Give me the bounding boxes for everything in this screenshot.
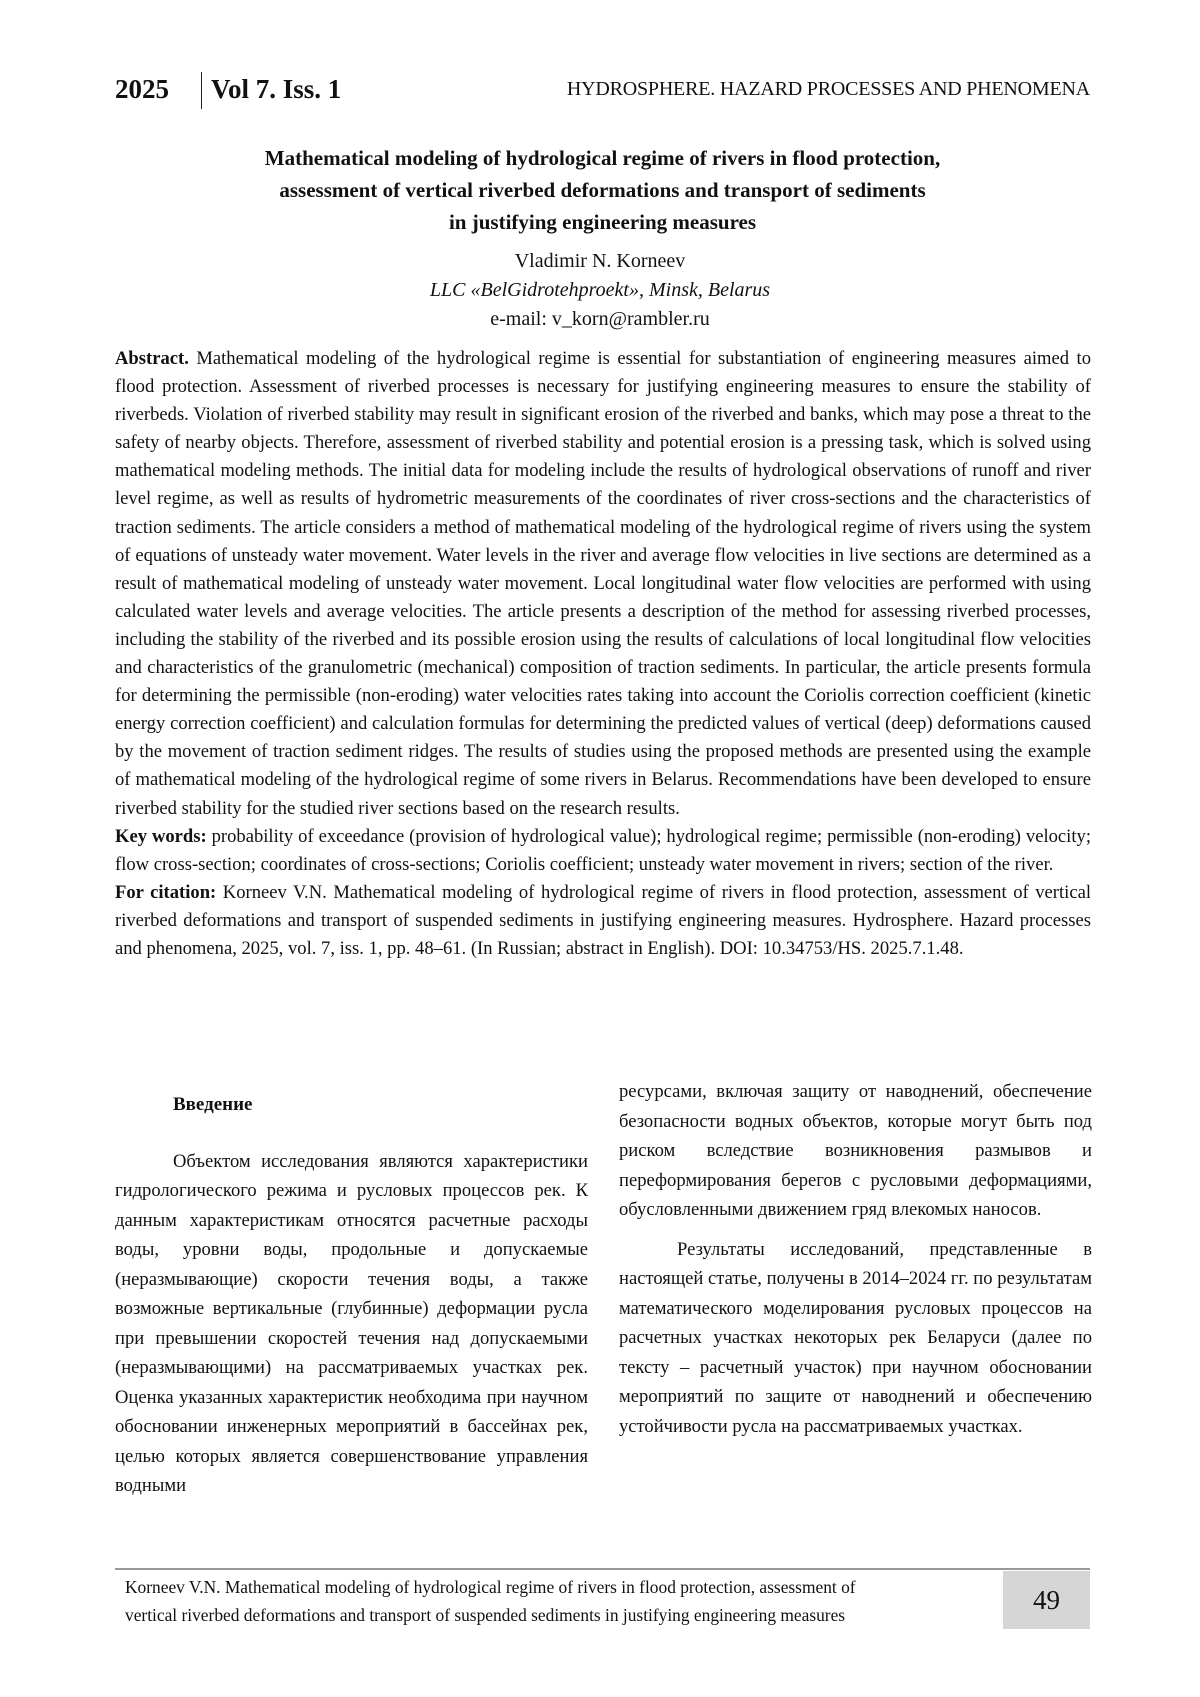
section-heading: Введение: [173, 1094, 253, 1115]
intro-paragraph-continued: ресурсами, включая защиту от наводнений, обеспечение безопасности водных объектов, которые могут быть под риском вследствие возникновения размывов и переформирования берегов с русловыми деформациями, обусловленными движением гряд влекомых наносов.: [619, 1081, 1092, 1220]
citation-label: For citation:: [115, 881, 217, 903]
article-title: [115, 142, 1090, 238]
running-header: [115, 72, 1090, 106]
title-line: assessment of vertical riverbed deformations and transport of sediments: [279, 178, 926, 202]
citation: [115, 879, 1091, 963]
abstract: [115, 345, 1091, 823]
abstract-text: Mathematical modeling of the hydrological regime is essential for substantiation of engineering measures aimed to flood protection. Assessment of riverbed processes is necessary for justifying engineering measures to ensure the stability of riverbeds. Violation of riverbed stability may result in significant erosion of the riverbed and banks, which may pose a threat to the safety of nearby objects. Therefore, assessment of riverbed stability and potential erosion is a pressing task, which is solved using mathematical modeling methods. The initial data for modeling include the results of hydrological observations of runoff and river level regime, as well as results of hydrometric measurements of the coordinates of river cross-sections and the characteristics of traction sediments. The article considers a method of mathematical modeling of the hydrological regime of rivers using the system of equations of unsteady water movement. Water levels in the river and average flow velocities in live sections are determined as a result of mathematical modeling of unsteady water movement. Local longitudinal water flow velocities are performed with using calculated water levels and average velocities. The article presents a description of the method for assessing riverbed processes, including the stability of the riverbed and its possible erosion using the results of calculations of local longitudinal flow velocities and characteristics of the granulometric (mechanical) composition of traction sediments. In particular, the article presents formula for determining the permissible (non-eroding) water velocities rates taking into account the Coriolis correction coefficient (kinetic energy correction coefficient) and calculation formulas for determining the predicted values of vertical (deep) deformations caused by the movement of traction sediment ridges. The results of studies using the proposed methods are presented using the example of mathematical modeling of the hydrological regime of some rivers in Belarus. Recommendations have been developed to ensure riverbed stability for the studied river sections based on the research results.: [115, 348, 1091, 819]
abstract-label: Abstract.: [115, 348, 189, 369]
intro-left-column: [115, 1081, 588, 1501]
title-line: Mathematical modeling of hydrological regime of rivers in flood protection,: [264, 146, 941, 170]
intro-right-column: [619, 1077, 1092, 1441]
footer-divider: [115, 1568, 1090, 1570]
journal-year: 2025: [115, 74, 169, 104]
footer-line: Korneev V.N. Mathematical modeling of hydrological regime of rivers in flood protection, assessment of: [125, 1577, 856, 1597]
keywords-text: probability of exceedance (provision of hydrological value); hydrological regime; permissible (non-eroding) velocity; flow cross-section; coordinates of cross-sections; Coriolis coefficient; unsteady water movement in rivers; section of the river.: [115, 825, 1091, 875]
title-line: in justifying engineering measures: [448, 210, 757, 234]
citation-text: Korneev V.N. Mathematical modeling of hydrological regime of rivers in flood protection, assessment of vertical riverbed deformations and transport of suspended sediments in justifying engineering measures. Hydrosphere. Hazard processes and phenomena, 2025, vol. 7, iss. 1, pp. 48–61. (In Russian; abstract in English). DOI: 10.34753/HS. 2025.7.1.48.: [115, 881, 1091, 959]
footer-line: vertical riverbed deformations and transport of suspended sediments in justifying engineering measures: [125, 1605, 846, 1625]
header-divider: [201, 72, 202, 109]
journal-volume: Vol 7. Iss. 1: [211, 74, 342, 104]
keywords-label: Key words:: [115, 825, 207, 847]
page-number: 49: [1003, 1571, 1090, 1629]
author-email: e-mail: v_korn@rambler.ru: [490, 308, 710, 330]
keywords: [115, 823, 1091, 879]
intro-paragraph: Результаты исследований, представленные в настоящей статье, получены в 2014–2024 гг. по результатам математического моделирования русловых процессов на расчетных участках некоторых рек Беларуси (далее по тексту – расчетный участок) при научном обосновании мероприятий по защите от наводнений и обеспечению устойчивости русла на рассматриваемых участках.: [619, 1238, 1092, 1437]
intro-paragraph: Объектом исследования являются характеристики гидрологического режима и русловых процессов рек. К данным характеристикам относятся расчетные расходы воды, уровни воды, продольные и допускаемые (неразмывающие) скорости течения воды, а также возможные вертикальные (глубинные) деформации русла при превышении скоростей течения над допускаемыми (неразмывающими) на рассматриваемых участках рек. Оценка указанных характеристик необходима при научном обосновании инженерных мероприятий в бассейнах рек, целью которых является совершенствование управления водными: [115, 1150, 588, 1496]
front-matter: [115, 345, 1091, 963]
author-name: Vladimir N. Korneev: [514, 250, 686, 272]
journal-section: HYDROSPHERE. HAZARD PROCESSES AND PHENOMENA: [566, 78, 1090, 100]
footer-citation: [125, 1573, 1000, 1629]
author-affiliation: LLC «BelGidrotehproekt», Minsk, Belarus: [429, 279, 771, 301]
